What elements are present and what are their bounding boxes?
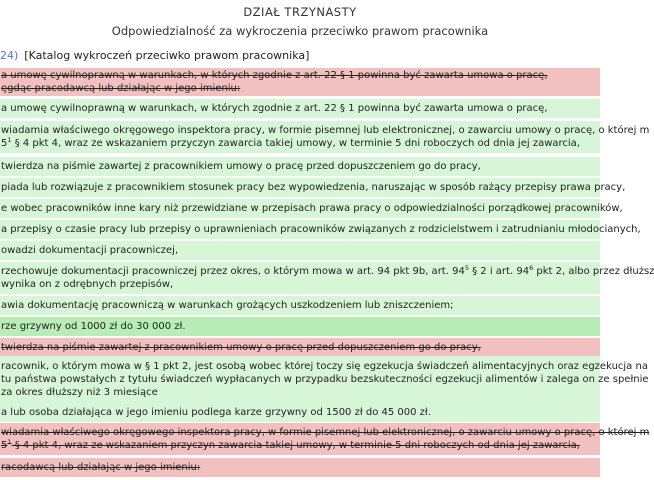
added-row (0, 178, 626, 197)
text-segment: twierdza na piśmie zawartej z pracownikiem umowy o pracę przed dopuszczeniem go do pracy, (1, 161, 481, 172)
row-line (1, 278, 600, 291)
row-line (1, 181, 626, 194)
text-segment: racodawcą lub działając w jego imieniu: (1, 462, 201, 473)
text-segment: § 4 pkt 4, wraz ze wskazaniem przyczyn zawarcia takiej umowy, w terminie 5 dni roboczych od dnia jej zawarcia, (11, 440, 580, 451)
text-segment: piada lub rozwiązuje z pracownikiem stosunek pracy bez wypowiedzenia, naruszając w sposób rażący przepisy prawa pracy, (1, 182, 626, 193)
added-row (0, 262, 654, 294)
row-line (1, 102, 600, 115)
row-line (1, 461, 600, 474)
superscript: 1 (7, 438, 12, 446)
text-segment: § 4 pkt 4, wraz ze wskazaniem przyczyn zawarcia takiej umowy, w terminie 5 dni roboczych od dnia jej zawarcia, (11, 138, 580, 149)
added-row (0, 99, 600, 118)
text-segment: wynika on z odrębnych przepisów, (1, 279, 174, 290)
division-heading: DZIAŁ TRZYNASTY (243, 5, 357, 19)
text-segment: a lub osoba działająca w jego imieniu podlega karze grzywny od 1500 zł do 45 000 zł. (1, 407, 431, 418)
text-segment: twierdza na piśmie zawartej z pracownikiem umowy o pracę przed dopuszczeniem go do pracy, (1, 342, 481, 353)
text-segment: wiadamia właściwego okręgowego inspektora pracy, w formie pisemnej lub elektronicznej, o zawarciu umowy o pracę, o której m (1, 427, 650, 438)
text-segment: 5 (1, 138, 8, 149)
article-heading (0, 49, 309, 62)
row-line (1, 264, 654, 278)
row-line (1, 69, 600, 82)
text-segment: a przepisy o czasie pracy lub przepisy o uprawnieniach pracowników związanych z rodzicielstwem i zatrudnianiu młodocianych, (1, 224, 641, 235)
article-number[interactable]: 24) (0, 49, 19, 62)
row-line (1, 202, 623, 215)
added-row (0, 157, 600, 176)
row-line (1, 373, 649, 386)
text-segment: racownik, o którym mowa w § 1 pkt 2, jest osobą wobec której toczy się egzekucja świadczeń alimentacyjnych oraz egzekucja na (1, 361, 648, 372)
text-segment: a umowę cywilnoprawną w warunkach, w których zgodnie z art. 22 § 1 powinna być zawarta umowa o pracę, (1, 103, 548, 114)
deleted-row (0, 68, 600, 96)
row-line (1, 406, 600, 419)
added-row (0, 317, 600, 336)
row-line (1, 137, 600, 150)
text-segment: rzechowuje dokumentacji pracowniczej przez okres, o którym mowa w art. 94 pkt 9b, art. 94 (1, 266, 465, 277)
text-segment: wiadamia właściwego okręgowego inspektora pracy, w formie pisemnej lub elektronicznej, o zawarciu umowy o pracę, o której m (1, 125, 650, 136)
row-line (1, 244, 600, 257)
superscript: 1 (7, 136, 12, 144)
article-title: [Katalog wykroczeń przeciwko prawom pracownika] (24, 49, 310, 62)
row-line (1, 82, 600, 95)
text-segment: rze grzywny od 1000 zł do 30 000 zł. (1, 321, 186, 332)
added-row (0, 121, 650, 153)
added-row (0, 241, 600, 260)
superscript: 6 (529, 264, 534, 272)
row-line (1, 386, 600, 399)
text-segment: a umowę cywilnoprawną w warunkach, w których zgodnie z art. 22 § 1 powinna być zawarta umowa o pracę, (1, 70, 548, 81)
division-subtitle: Odpowiedzialność za wykroczenia przeciwko prawom pracownika (111, 24, 489, 38)
text-segment: e wobec pracowników inne kary niż przewidziane w przepisach prawa pracy o odpowiedzialności porządkowej pracowników, (1, 203, 623, 214)
added-row (0, 403, 600, 422)
added-row (0, 199, 623, 218)
text-segment: 5 (1, 440, 8, 451)
row-line (1, 426, 650, 439)
superscript: 5 (464, 264, 469, 272)
text-segment: pkt 2, albo przez dłuższ (533, 266, 654, 277)
text-segment: ęgdąc pracodawcą lub działając w jego imieniu: (1, 83, 241, 94)
row-line (1, 439, 600, 452)
text-segment: za okres dłuższy niż 3 miesiące (1, 387, 158, 398)
text-segment: owadzi dokumentacji pracowniczej, (1, 245, 179, 256)
added-row (0, 296, 600, 315)
text-segment: tu państwa powstałych z tytułu świadczeń wypłacanych w przypadku bezskuteczności egzekucji alimentów i zalega on ze spełnie (1, 374, 649, 385)
added-row (0, 356, 649, 403)
deleted-row (0, 458, 600, 477)
row-line (1, 223, 641, 236)
text-segment: § 2 i art. 94 (468, 266, 530, 277)
row-line (1, 124, 650, 137)
added-row (0, 220, 641, 239)
row-line (1, 160, 600, 173)
row-line (1, 360, 648, 373)
row-line (1, 341, 600, 354)
deleted-row (0, 423, 650, 455)
text-segment: awia dokumentację pracowniczą w warunkach grożących uszkodzeniem lub zniszczeniem; (1, 300, 454, 311)
deleted-row (0, 338, 600, 357)
row-line (1, 299, 600, 312)
row-line (1, 320, 600, 333)
